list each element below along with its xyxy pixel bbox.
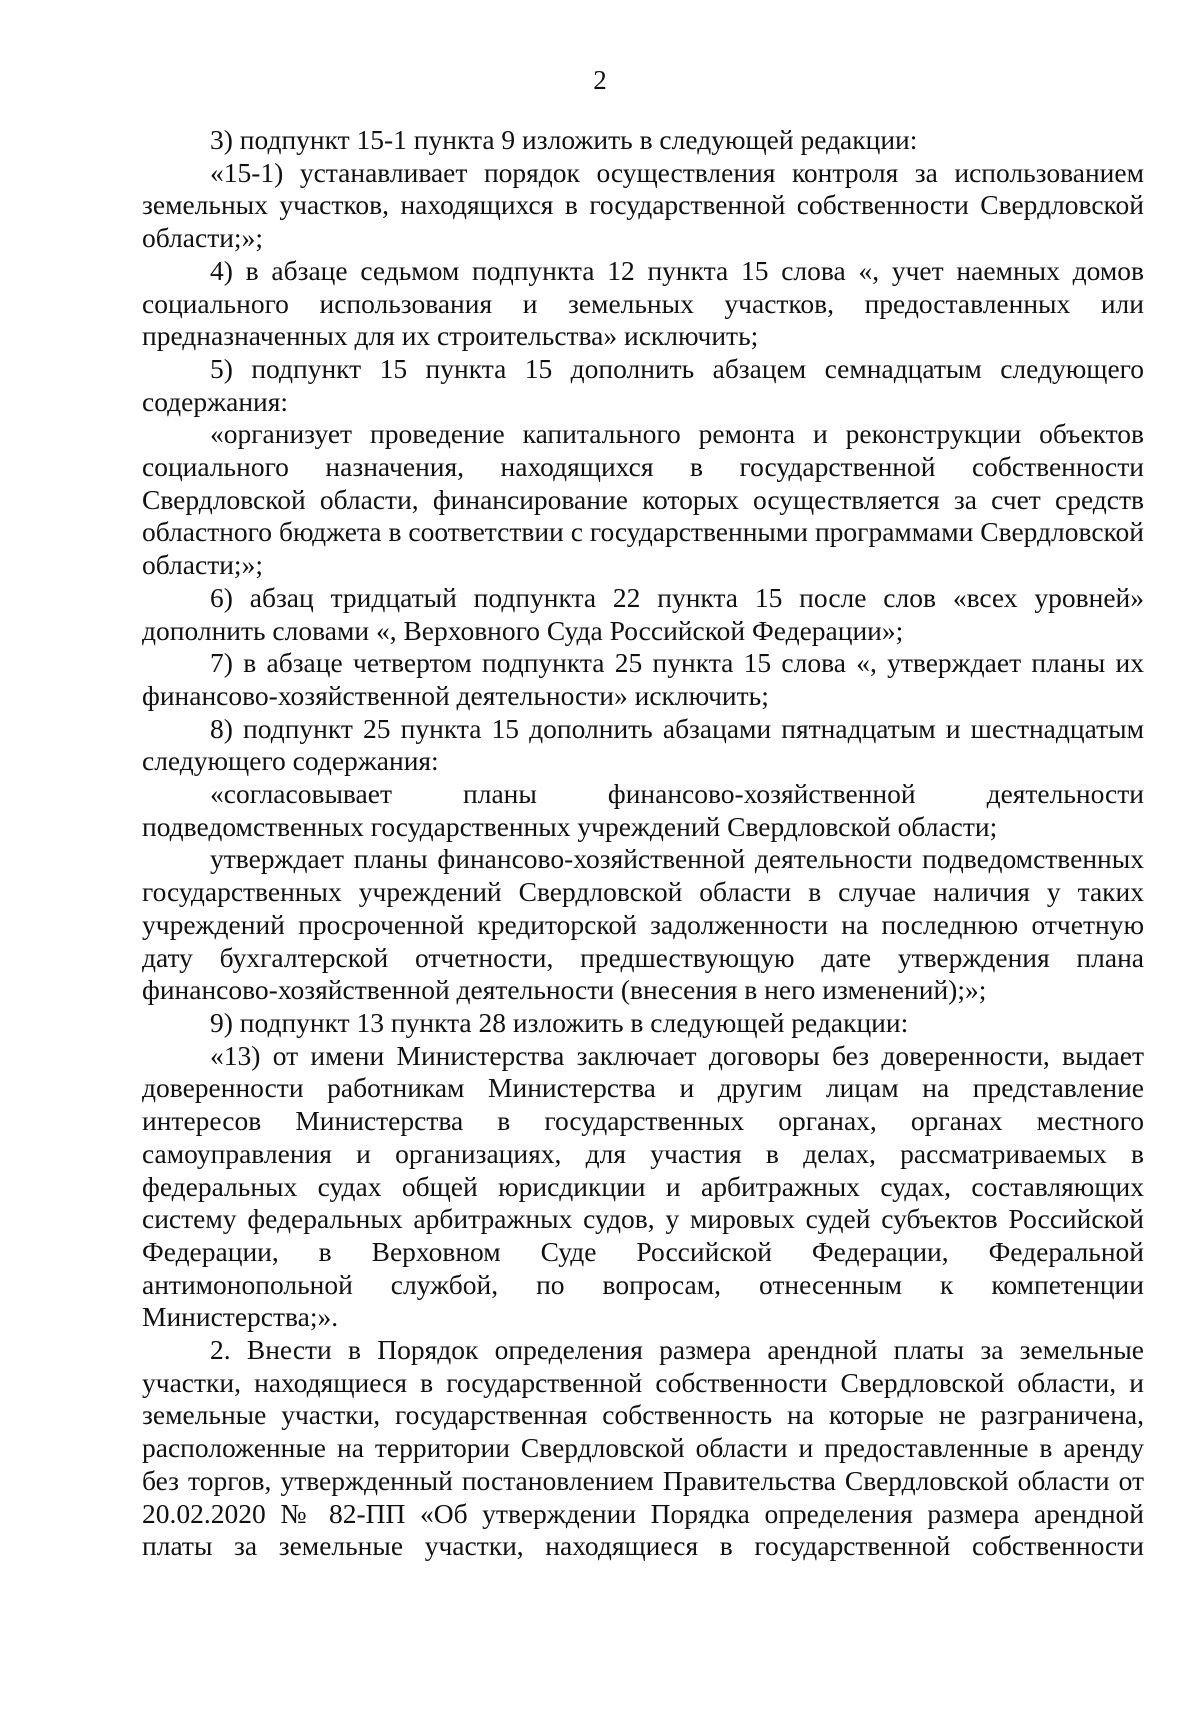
document-body: [142, 124, 1144, 1563]
paragraph-section-2: 2. Внести в Порядок определения размера арендной платы за земельные участки, находящиеся в государственной собственности Свердловской области, и земельные участки, государственная собственность на которые не разграничена, расположенные на территории Свердловской области и предоставленные в аренду без торгов, утвержденный постановлением Правительства Свердловской области от 20.02.2020 № 82-ПП «Об утверждении Порядка определения размера арендной платы за земельные участки, находящиеся в государственной собственности: [142, 1334, 1144, 1562]
paragraph-quote-13: «13) от имени Министерства заключает договоры без доверенности, выдает доверенности работникам Министерства и другим лицам на представление интересов Министерства в государственных органах, органах местного самоуправления и организациях, для участия в делах, рассматриваемых в федеральных судах общей юрисдикции и арбитражных судах, составляющих систему федеральных арбитражных судов, у мировых судей субъектов Российской Федерации, в Верховном Суде Российской Федерации, Федеральной антимонопольной службой, по вопросам, отнесенным к компетенции Министерства;».: [142, 1039, 1144, 1333]
page-number: 2: [593, 65, 607, 95]
paragraph-quote-organizes: «организует проведение капитального ремонта и реконструкции объектов социального назначения, находящихся в государственной собственности Свердловской области, финансирование которых осуществляется за счет средств областного бюджета в соответствии с государственными программами Свердловской области;»;: [142, 418, 1144, 581]
paragraph-item-3: 3) подпункт 15-1 пункта 9 изложить в следующей редакции:: [210, 124, 918, 155]
paragraph-approves-plans-debt: утверждает планы финансово-хозяйственной деятельности подведомственных государственных учреждений Свердловской области в случае наличия у таких учреждений просроченной кредиторской задолженности на последнюю отчетную дату бухгалтерской отчетности, предшествующую дате утверждения плана финансово-хозяйственной деятельности (внесения в него изменений);»;: [142, 843, 1144, 1006]
paragraph-item-7: 7) в абзаце четвертом подпункта 25 пункта 15 слова «, утверждает планы их финансово-хозяйственной деятельности» исключить;: [142, 647, 1144, 711]
paragraph-item-8: 8) подпункт 25 пункта 15 дополнить абзацами пятнадцатым и шестнадцатым следующего содержания:: [142, 712, 1144, 777]
paragraph-item-6: 6) абзац тридцатый подпункта 22 пункта 15 после слов «всех уровней» дополнить словами «, Верховного Суда Российской Федерации»;: [142, 581, 1144, 646]
paragraph-quote-15-1: «15-1) устанавливает порядок осуществления контроля за использованием земельных участков, находящихся в государственной собственности Свердловской области;»;: [142, 156, 1144, 254]
paragraph-item-5: 5) подпункт 15 пункта 15 дополнить абзацем семнадцатым следующего содержания:: [142, 352, 1144, 417]
paragraph-item-4: 4) в абзаце седьмом подпункта 12 пункта 15 слова «, учет наемных домов социального использования и земельных участков, предоставленных или предназначенных для их строительства» исключить;: [142, 254, 1144, 352]
paragraph-item-9: 9) подпункт 13 пункта 28 изложить в следующей редакции:: [210, 1006, 909, 1038]
paragraph-quote-approves-plans: «согласовывает планы финансово-хозяйственной деятельности подведомственных государственных учреждений Свердловской области;: [142, 778, 1144, 842]
